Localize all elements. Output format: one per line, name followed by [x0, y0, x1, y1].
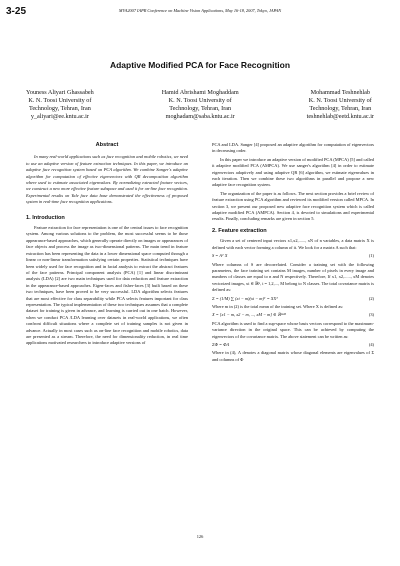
- author-email[interactable]: moghadam@saba.kntu.ac.ir: [165, 113, 235, 120]
- paper-title: Adaptive Modified PCA for Face Recognition: [109, 60, 291, 70]
- author-block: [26, 89, 374, 121]
- author-1: [26, 89, 94, 121]
- page-number: 126: [196, 534, 204, 539]
- author-affiliation: K. N. Toosi University of: [168, 97, 232, 104]
- feature-paragraph-4: PCA algorithm is used to find a sup-space whose basis vectors correspond to the maximum-variance direction in the original space. This can be achieved by computing the eigenvectors of the covariance matrix. The above statement can be written as:: [212, 320, 374, 339]
- author-name: Mohammad Teshnehlab: [310, 89, 370, 96]
- author-3: [307, 89, 374, 121]
- author-affiliation: K. N. Toosi University of: [28, 97, 92, 104]
- equation-body: Σ = (1/M) ∑ (xi − m)(xi − m)ᵀ = XXᵀ: [212, 295, 278, 301]
- equation-2: [212, 296, 374, 302]
- left-column: [26, 142, 188, 349]
- intro-continuation: PCA and LDA. Sanger [4] proposed an adaptive algorithm for computation of eigenvectors in decreasing order.: [212, 142, 374, 154]
- equation-number: (3): [368, 312, 374, 318]
- section-2-heading: 2. Feature extraction: [212, 227, 267, 234]
- intro-paragraph-2: In this paper we introduce an adaptive version of modified PCA (MPCA) [5] and called it adaptive modified PCA (AMPCA). We use sanger's algorithm [4] in order to estimate eigenvectors adaptively and using adaptive QR [6] algorithm, we estimate eigenvalues in each iteration. Then we combine these two algorithms in parallel and propose a new adaptive face recognition system.: [212, 156, 374, 188]
- conference-header: MVA2007 IAPR Conference on Machine Vision Applications, May 16-18, 2007, Tokyo, JAPAN: [118, 8, 282, 13]
- author-email[interactable]: y_aliyari@ee.kntu.ac.ir: [30, 113, 89, 120]
- feature-paragraph-1: Given a set of centered input vectors x1,x2,......, xN of n variables, a data matrix X is defined with each vector forming a column of it. We look for a matrix A such that:: [212, 238, 374, 250]
- equation-4: [212, 342, 374, 348]
- equation-number: (1): [368, 253, 374, 259]
- abstract-text: In many real-world applications such as face recognition and mobile robotics, we need to use an adaptive version of feature extraction techniques. In this paper, we introduce an adaptive face recognition system based on PCA algorithm. We combine Sanger's adaptive algorithm for computation of effective eigenvectors with QR decomposition algorithm where used to estimate associated eigenvalues. By normalizing extracted feature vectors, we construct a new more effective feature subspace and used it for on-line face recognition. Experimental results on Yale face data base demonstrated the effectiveness of proposed system in real-time face recognition applications.: [26, 154, 188, 205]
- author-name: Hamid Abrishami Moghaddam: [161, 89, 239, 96]
- page-label: 3-25: [6, 6, 27, 17]
- equation-body: ΣΦ = ΦΛ: [212, 341, 230, 347]
- section-1-heading: 1. Introduction: [26, 214, 65, 221]
- author-affiliation: K. N. Toosi University of: [308, 97, 372, 104]
- equation-3: [212, 312, 374, 318]
- equation-number: (4): [368, 341, 374, 347]
- feature-paragraph-3: Where m in (2) is the total mean of the training set. Where X is defined as:: [212, 303, 344, 309]
- right-column: [212, 142, 374, 365]
- author-institution: Technology, Tehran, Iran: [309, 105, 372, 112]
- equation-body: X = [x1 − m, x2 − m, ..., xM − m] ∈ ℝⁿˣᴹ: [212, 312, 287, 318]
- author-institution: Technology, Tehran, Iran: [28, 105, 91, 112]
- author-name: Youness Aliyari Ghassabeh: [26, 89, 94, 96]
- author-institution: Technology, Tehran, Iran: [169, 105, 232, 112]
- equation-number: (2): [368, 295, 374, 301]
- intro-paragraph: Feature extraction for face representation is one of the central issues to face recognition system. Among various solutions to the problem, the most successful seems to be those appearance-based approaches, which generally operate directly on images or appearances of face objects and process the image as two-dimensional patterns. The main trend in feature extraction has been representing the data in a lower dimensional space computed through a linear or non-linear transformation satisfying certain properties. Statistical techniques have been widely used for face recognition and in facial analysis to extract the abstract features of the face patterns. Principal component analysis (PCA) [1] and linear discriminant analysis (LDA) [2] are two main techniques used for data reduction and feature extraction in the appearance-based approaches. Eigen-faces and fisher-faces [3] built based on these two techniques, have been proved to be very successful. LDA algorithm selects features that are most effective for class separability while PCA selects features important for class representation. The typical implementation of these two techniques assumes that a complete dataset for training is given in advance, and learning is carried out in one batch. However, when we conduct PCA /LDA learning over datasets in real-world applications, we often confront difficult situations where a complete set of training samples is not given in advance. Actually in most cases such as on-line face recognition and mobile robotics, data are presented as a stream. Therefore, the need for dimensionality reduction, in real time applications motivated researchers to introduce adaptive versions of: [26, 225, 189, 346]
- intro-paragraph-3: The organization of the paper is as follows. The next section provides a brief review of feature extraction using PCA algorithm and reviewed its modified version called MPCA. In section 3, we present our proposed new adaptive face recognition system which is called adaptive modified PCA (AMPCA). Section 4, is devoted to simulations and experimental results. Finally, concluding remarks are given in section 5.: [212, 190, 374, 222]
- author-email[interactable]: teshnehlab@eetd.kntu.ac.ir: [306, 113, 374, 120]
- feature-paragraph-2: Where columns of S are decorrelated. Consider a training set with the following parameters, the face training set contains M images, number of pixels in every image and numbers of classes are equal to n and N respectively. Therefore, If x1, x2,......, xM denotes vectorized images, xi ∈ ℝⁿ, i = 1,2,..., M belong to N classes. The total covariance matrix is defined as:: [212, 261, 374, 293]
- equation-1: [212, 253, 374, 259]
- abstract-heading: Abstract: [95, 142, 119, 148]
- equation-body: S = Aᵀ X: [212, 253, 228, 259]
- author-2: [162, 89, 239, 121]
- feature-paragraph-5: Where in (4), Λ denotes a diagonal matrix whose diagonal elements are eigenvalues of Σ and columns of Φ: [212, 350, 374, 362]
